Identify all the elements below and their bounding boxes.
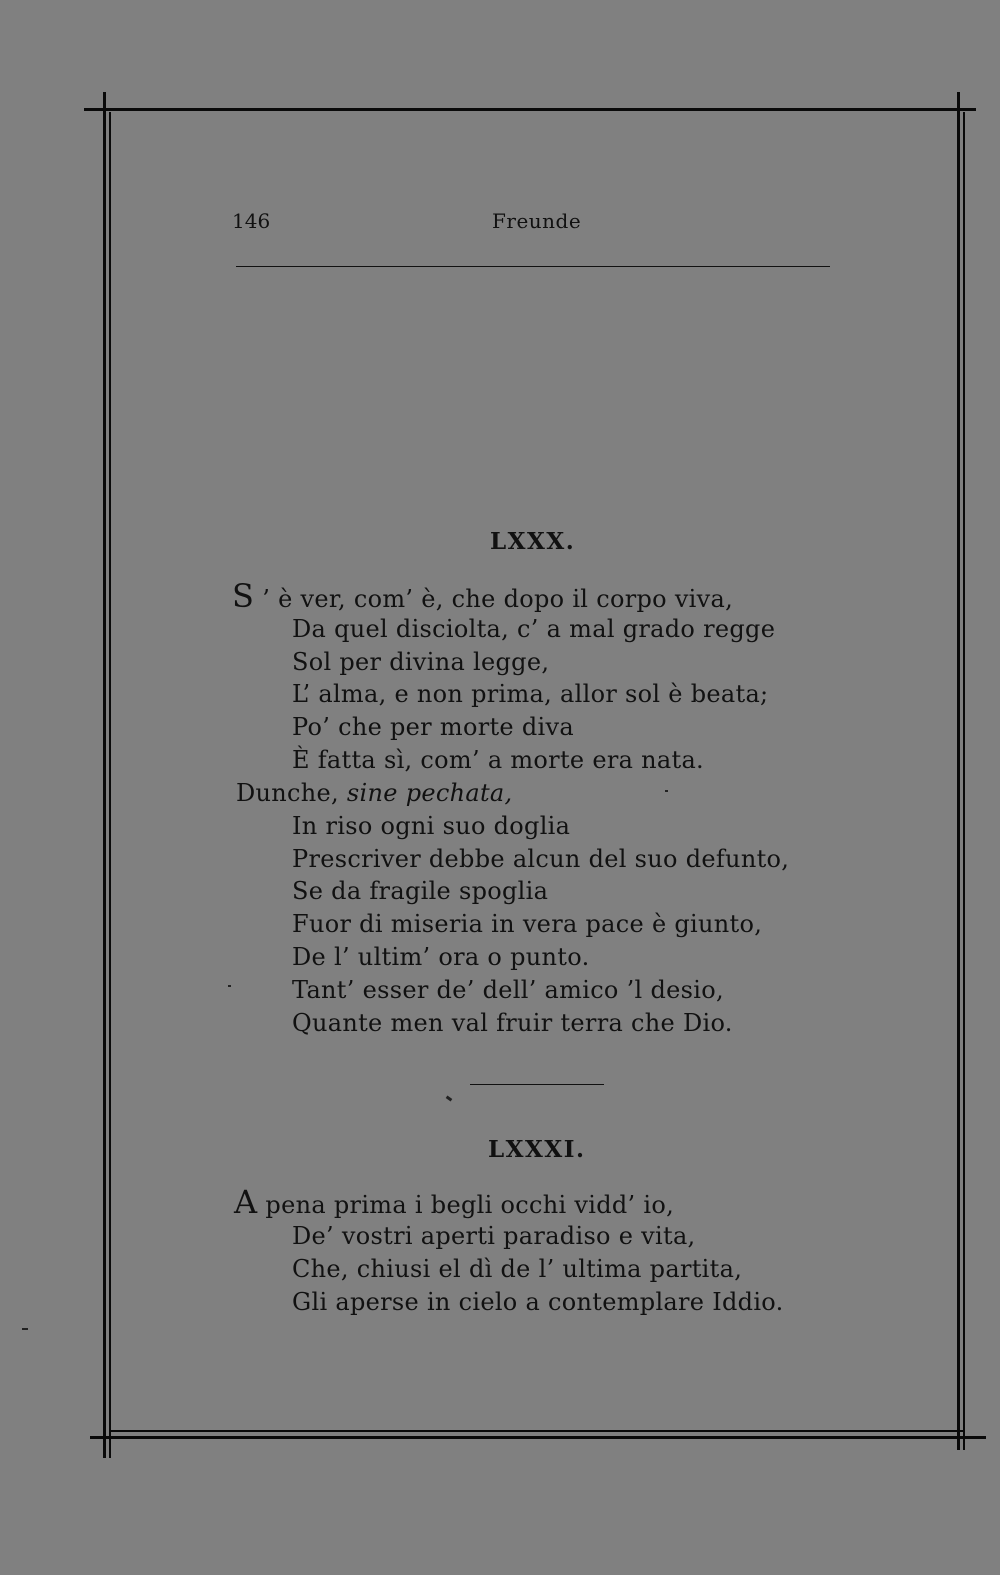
poem-heading: LXXX. bbox=[490, 528, 576, 555]
frame-bottom-rule bbox=[90, 1436, 986, 1439]
drop-initial: S bbox=[232, 577, 255, 615]
frame-left-rule bbox=[103, 92, 106, 1458]
speck bbox=[446, 1096, 453, 1102]
poem-line: Da quel disciolta, c’ a mal grado regge bbox=[292, 615, 776, 643]
poem-heading: LXXXI. bbox=[488, 1136, 586, 1163]
frame-left-inner-rule bbox=[109, 112, 111, 1458]
poem-line: Prescriver debbe alcun del suo defunto, bbox=[292, 845, 790, 873]
section-divider bbox=[470, 1084, 604, 1085]
line-text: Dunche, bbox=[236, 779, 347, 807]
speck bbox=[665, 790, 668, 792]
frame-right-inner-rule bbox=[963, 112, 965, 1450]
poem-line: L’ alma, e non prima, allor sol è beata; bbox=[292, 680, 769, 708]
poem-line: Se da fragile spoglia bbox=[292, 877, 549, 905]
page-number: 146 bbox=[232, 209, 271, 233]
header-rule bbox=[236, 266, 830, 267]
poem-line bbox=[232, 577, 733, 615]
poem-line: Tant’ esser de’ dell’ amico ’l desio, bbox=[292, 976, 724, 1004]
poem-line: Gli aperse in cielo a contemplare Iddio. bbox=[292, 1288, 784, 1316]
poem-line bbox=[236, 779, 512, 807]
frame-top-rule bbox=[84, 108, 976, 111]
frame-bottom-inner-rule bbox=[110, 1430, 964, 1432]
poem-line bbox=[234, 1183, 674, 1221]
drop-initial: A bbox=[234, 1183, 258, 1221]
poem-line: In riso ogni suo doglia bbox=[292, 812, 571, 840]
poem-line: De l’ ultim’ ora o punto. bbox=[292, 943, 590, 971]
line-text: ’ è ver, com’ è, che dopo il corpo viva, bbox=[262, 585, 734, 613]
poem-line: Sol per divina legge, bbox=[292, 648, 550, 676]
poem-line: De’ vostri aperti paradiso e vita, bbox=[292, 1222, 696, 1250]
poem-line: Po’ che per morte diva bbox=[292, 713, 574, 741]
poem-line: Che, chiusi el dì de l’ ultima partita, bbox=[292, 1255, 743, 1283]
italic-phrase: sine pechata, bbox=[346, 779, 513, 807]
poem-line: È fatta sì, com’ a morte era nata. bbox=[292, 746, 704, 774]
poem-line: Fuor di miseria in vera pace è giunto, bbox=[292, 910, 763, 938]
speck bbox=[22, 1328, 28, 1330]
speck bbox=[228, 985, 231, 987]
poem-line: Quante men val fruir terra che Dio. bbox=[292, 1009, 733, 1037]
line-text: pena prima i begli occhi vidd’ io, bbox=[265, 1191, 675, 1219]
running-head: Freunde bbox=[492, 209, 582, 233]
frame-right-rule bbox=[957, 92, 960, 1450]
